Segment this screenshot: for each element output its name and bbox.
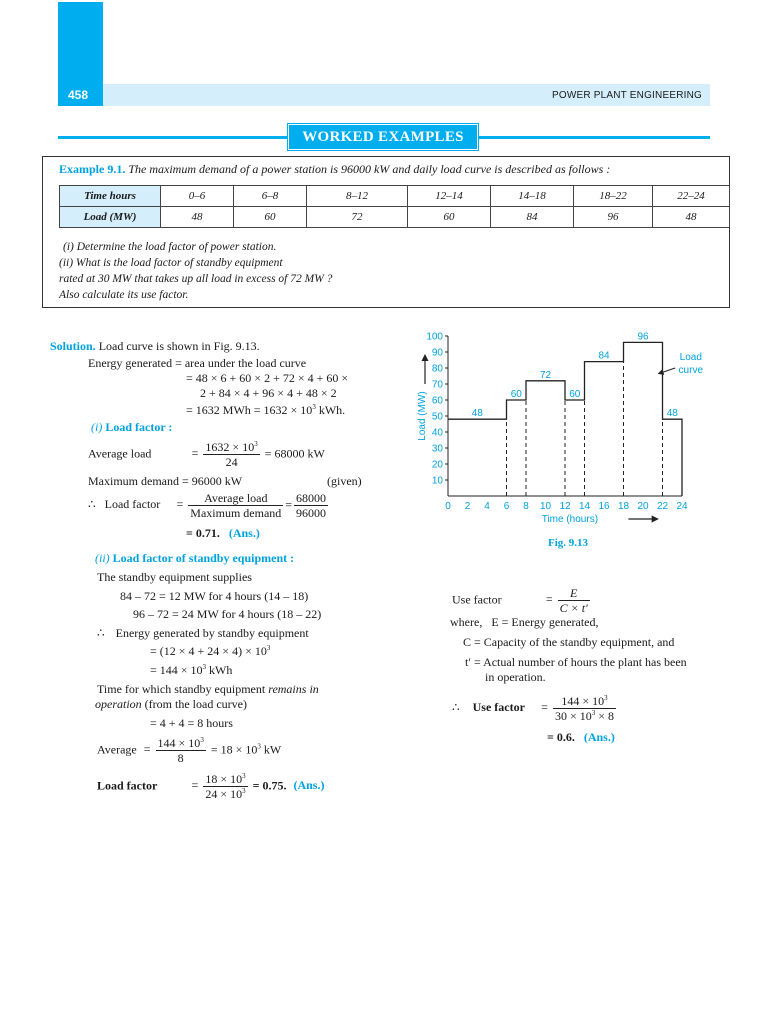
where-line [450,615,599,630]
frac-num: 68000 [296,491,327,505]
y-tick-label: 80 [431,363,443,375]
table-cell: 6–8 [234,186,307,207]
part1-title: Load factor : [105,420,173,434]
frac-den-tail: × 8 [595,709,615,723]
time-text-italic: remains in [268,682,319,696]
section-banner: WORKED EXAMPLES [288,124,478,150]
page-number: 458 [68,88,89,102]
ans-tag: (Ans.) [583,730,615,744]
table-row-header: Load (MW) [60,207,161,228]
question-line: Also calculate its use factor. [59,289,189,301]
table-row [60,186,730,207]
time-text: Time for which standby equipment [97,682,269,696]
exponent: 3 [591,709,596,717]
exponent: 3 [266,644,271,652]
lf-label: Load factor [104,497,161,512]
question-line: (ii) What is the load factor of standby equipment [59,257,283,269]
x-tick-label: 6 [503,501,510,512]
x-tick-label: 16 [598,501,610,512]
part2-roman: (ii) [95,551,110,565]
example-questions [59,239,332,303]
x-tick-label: 8 [523,501,529,512]
x-tick-label: 10 [539,501,552,512]
banner-rule-left [58,136,288,139]
energy-total: = 1632 MWh = 1632 × 10 [186,403,313,417]
time-line [97,682,319,697]
standby-energy-eq [150,663,232,678]
x-tick-label: 0 [445,501,451,512]
banner-rule-right [478,136,710,139]
standby-energy-unit: kWh [206,663,233,677]
exponent: 3 [242,787,246,795]
frac-num: E [558,586,590,601]
therefore-symbol: ∴ [88,497,96,512]
y-tick-label: 60 [431,395,443,407]
frac-num: 18 × 10 [205,772,243,786]
use-factor-calc: ∴ Use factor = $\frac{144 \times 10^3}{30 \times 10^3 \times 8}$ [452,694,615,723]
step-value-label: 48 [666,408,678,420]
table-cell: 0–6 [161,186,234,207]
lf-fraction [188,491,283,520]
y-axis-label: Load (MW) [417,391,428,441]
standby-line: 96 – 72 = 24 MW for 4 hours (18 – 22) [133,607,322,621]
table-cell: 96 [574,207,653,228]
annotation-label: Load [679,352,702,363]
solution-label: Solution. [50,339,96,353]
y-tick-label: 100 [426,331,443,343]
load-curve-chart [412,318,712,558]
step-value-label: 84 [598,350,610,362]
frac-num: 144 × 10 [157,736,201,750]
average-eq: Average = $\frac{144 \times 10^3}{8}$ = $18 \times 10^3$ kW [97,736,282,765]
average-label: Average [97,742,137,757]
table-cell: 22–24 [653,186,730,207]
step-value-label: 60 [569,389,581,400]
standby-energy-label [97,626,309,641]
y-tick-label: 70 [431,379,443,391]
step-value-label: 72 [539,369,552,381]
step-value-label: 96 [637,331,649,343]
energy-line: Energy generated = area under the load curve [88,356,307,370]
time-text-italic: operation [95,697,142,711]
average-result: = 18 × 10 [210,742,258,757]
standby-energy-text: Energy generated by standby equipment [115,626,309,640]
frac-den: 30 × 10 [554,709,592,723]
table-cell: 14–18 [491,186,574,207]
part1-heading [91,420,172,435]
x-tick-label: 2 [464,501,471,512]
y-tick-label: 90 [431,347,443,359]
y-tick-label: 50 [431,411,443,423]
lf2-eq: Load factor = $\frac{18 \times 10^3}{24 \times 10^3}$ = 0.75. (Ans.) [97,772,325,801]
lf2-fraction [203,772,247,801]
table-cell: 72 [307,207,408,228]
lf2-label: Load factor [97,778,158,793]
table-row-header: Time hours [60,186,161,207]
table-cell: 48 [653,207,730,228]
frac-den: Maximum demand [190,506,282,520]
table-cell: 60 [234,207,307,228]
solution-intro [50,339,260,354]
part1-roman: (i) [91,420,103,434]
table-cell: 60 [408,207,491,228]
def-t-cont: in operation. [485,670,546,684]
y-tick-label: 20 [431,459,443,471]
given-note: (given) [327,474,362,488]
example-label: Example 9.1. [59,162,126,176]
exponent: 3 [202,663,207,671]
standby-energy-eq [150,644,270,659]
lf-result: = 0.71. [186,526,220,540]
solution-intro-text: Load curve is shown in Fig. 9.13. [98,339,260,353]
frac-num: Average load [188,491,283,506]
x-tick-label: 12 [559,501,571,512]
exponent: 3 [254,440,258,448]
use-factor-label: Use factor [452,592,502,607]
lf2-result: = 0.75. [252,778,287,793]
table-cell: 12–14 [408,186,491,207]
def-t: t′ = Actual number of hours the plant has been [465,655,687,669]
table-cell: 18–22 [574,186,653,207]
question-line: (i) Determine the load factor of power station. [63,241,277,253]
y-tick-label: 40 [431,427,443,439]
x-tick-label: 14 [578,501,591,512]
x-tick-label: 24 [676,501,688,512]
question-line: rated at 30 MW that takes up all load in excess of 72 MW ? [59,273,333,285]
y-tick-label: 10 [431,475,443,487]
frac-den: 8 [177,751,184,765]
use-factor-calc-fraction [553,694,616,723]
use-factor-fraction [558,586,590,615]
example-statement [59,162,729,177]
exponent: 3 [242,772,246,780]
def-c: C = Capacity of the standby equipment, and [463,635,675,649]
use-factor-def: Use factor = $\frac{E}{C \times t'}$ [452,586,588,615]
table-cell: 84 [491,207,574,228]
lf-result-line [186,526,260,541]
step-value-label: 60 [510,389,522,400]
ans-tag: (Ans.) [293,778,325,793]
load-factor-eq: ∴ Load factor = $\frac{\text{Average load}}{\text{Maximum demand}}$ = $\frac{68000}{96000}$ [88,491,327,520]
load-data-table [59,185,730,228]
x-tick-label: 22 [656,501,669,512]
frac-den: 96000 [296,506,327,520]
table-row [60,207,730,228]
x-tick-label: 4 [484,501,490,512]
frac-num: 1632 × 10 [205,440,255,454]
def-e: E = Energy generated, [491,615,599,629]
avg-load-result: = 68000 kW [264,446,325,461]
max-demand-line: Maximum demand = 96000 kW [88,474,243,488]
exponent: 3 [312,403,316,411]
standby-energy-expr: = 144 × 10 [150,663,203,677]
avg-load-fraction [203,440,259,469]
x-tick-label: 20 [637,501,649,512]
energy-line: 2 + 84 × 4 + 96 × 4 + 48 × 2 [200,386,337,400]
where-label: where, [450,615,483,629]
frac-den: C × t′ [559,601,588,615]
exponent: 3 [604,694,608,702]
exponent: 3 [257,742,261,751]
time-result: = 4 + 4 = 8 hours [150,716,233,730]
part2-title: Load factor of standby equipment : [112,551,295,565]
therefore-symbol: ∴ [97,626,105,640]
use-factor-calc-label: Use factor [472,700,525,715]
standby-energy-expr: = (12 × 4 + 24 × 4) × 10 [150,644,267,658]
annotation-label: curve [678,364,704,376]
figure-caption: Fig. 9.13 [548,537,589,549]
energy-line [186,403,345,418]
standby-line: 84 – 72 = 12 MW for 4 hours (14 – 18) [120,589,309,603]
avg-load-label: Average load [88,446,152,461]
use-factor-result: = 0.6. [547,730,575,744]
energy-unit: kWh. [315,403,346,417]
average-unit: kW [260,742,282,757]
x-axis-label: Time (hours) [541,514,599,525]
frac-den: 24 × 10 [205,787,243,801]
exponent: 3 [200,736,204,744]
part2-heading [95,551,294,566]
average-load-eq: Average load = $\frac{1632 \times 10^3}{24}$ = 68000 kW [88,440,325,469]
frac-num: 144 × 10 [561,694,605,708]
running-title: POWER PLANT ENGINEERING [552,90,702,101]
step-value-label: 48 [471,408,483,420]
ans-tag: (Ans.) [228,526,260,540]
annotation-arrow [659,368,676,374]
therefore-symbol: ∴ [452,700,460,715]
lf-fraction-values [294,491,328,520]
use-factor-result-line [547,730,615,745]
time-line [95,697,247,712]
standby-intro: The standby equipment supplies [97,570,252,584]
table-cell: 8–12 [307,186,408,207]
y-tick-label: 30 [431,443,443,455]
frac-den: 24 [225,455,238,469]
energy-line: = 48 × 6 + 60 × 2 + 72 × 4 + 60 × [186,371,349,385]
table-cell: 48 [161,207,234,228]
time-text: (from the load curve) [141,697,247,711]
x-tick-label: 18 [617,501,630,512]
example-text: The maximum demand of a power station is 96000 kW and daily load curve is described as follows : [128,162,611,176]
average-fraction [156,736,206,765]
